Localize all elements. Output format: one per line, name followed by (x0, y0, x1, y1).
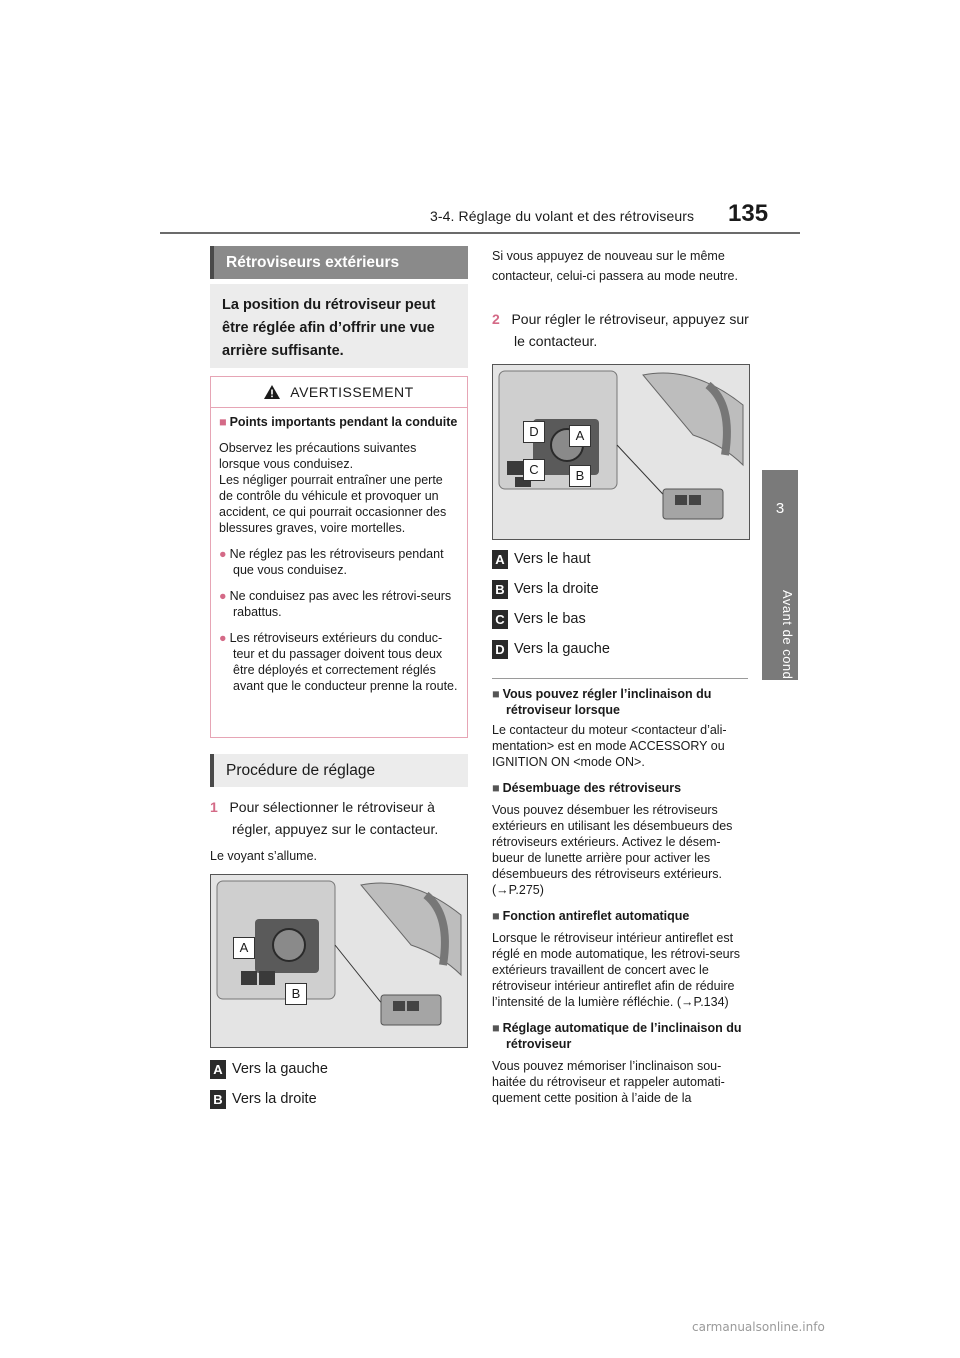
notes-divider (492, 678, 748, 679)
legend-key: C (492, 610, 508, 629)
side-tab-label: Avant de conduire (780, 590, 795, 704)
legend-item (210, 1084, 468, 1114)
note-body: Vous pouvez mémoriser l’inclinaison sou-haitée du rétroviseur et rappeler automati-quement cette position à l’aide de la (492, 1059, 725, 1105)
figure-2-illustration (493, 365, 749, 539)
note-title: ■ Fonction antireflet automatique (492, 909, 690, 923)
figure-1-legend (210, 1054, 468, 1114)
legend-key: D (492, 640, 508, 659)
figure-mirror-adjust-switch (492, 364, 750, 540)
note-body: Le contacteur du moteur <contacteur d’ali-mentation> est en mode ACCESSORY ou IGNITION ON <mode ON>. (492, 723, 727, 769)
note-body: Lorsque le rétroviseur intérieur antireflet est réglé en mode automatique, les rétrovi-seurs extérieurs travaillent de concert avec le rétroviseur intérieur antireflet afin de réduire l’intensité de la lumière réfléchie. (→P.134) (492, 931, 741, 1009)
figure-2-label-a: A (569, 425, 591, 447)
legend-text: Vers la gauche (232, 1061, 328, 1077)
figure-2-legend (492, 544, 750, 664)
section-title-exterior-mirrors (210, 246, 468, 279)
note-title: ■ Vous pouvez régler l’inclinaison du rétroviseur lorsque (492, 687, 712, 717)
warning-bullet-text: Ne réglez pas les rétroviseurs pendant que vous conduisez. (229, 547, 444, 577)
chapter-title: 3-4. Réglage du volant et des rétroviseurs (430, 208, 695, 224)
legend-item (492, 634, 750, 664)
side-tab-number: 3 (775, 500, 785, 517)
warning-bullet: ● Les rétroviseurs extérieurs du conduc-teur et du passager doivent tous deux être déployés et correctement réglés avant que le conducteur prenne la route. (219, 631, 458, 693)
warning-subhead-text: Points importants pendant la conduite (229, 415, 458, 429)
warning-bullet-text: Les rétroviseurs extérieurs du conduc-teur et du passager doivent tous deux être déployés et correctement réglés avant que le conducteur prenne la route. (229, 631, 458, 693)
legend-item (492, 544, 750, 574)
figure-1-illustration (211, 875, 467, 1047)
footer-watermark[interactable]: carmanualsonline.info (692, 1320, 825, 1334)
neutral-mode-note: Si vous appuyez de nouveau sur le même contacteur, celui-ci passera au mode neutre. (492, 249, 738, 283)
warning-body (211, 408, 467, 710)
procedure-title-text: Procédure de réglage (226, 761, 376, 779)
step-2 (492, 308, 750, 352)
legend-key: A (210, 1060, 226, 1079)
warning-text: Observez les précautions suivantes lorsque vous conduisez. Les négliger pourrait entraîner une perte de contrôle du véhicule et provoquer un accident, ce qui pourrait occasionner des blessures graves, voire mortelles. (219, 441, 447, 535)
step-2-number: 2 (492, 311, 500, 327)
figure-2-label-d: D (523, 421, 545, 443)
legend-text: Vers le haut (514, 551, 591, 567)
figure-1-label-b: B (285, 983, 307, 1005)
legend-item (492, 574, 750, 604)
warning-bullet-text: Ne conduisez pas avec les rétrovi-seurs rabattus. (229, 589, 452, 619)
legend-text: Vers la droite (232, 1091, 317, 1107)
legend-key: B (210, 1090, 226, 1109)
figure-mirror-select-switch (210, 874, 468, 1048)
warning-bullet: ● Ne réglez pas les rétroviseurs pendant que vous conduisez. (219, 547, 444, 577)
legend-text: Vers le bas (514, 611, 586, 627)
warning-subhead: ■ Points importants pendant la conduite (219, 415, 458, 429)
section-title-procedure (210, 754, 468, 787)
figure-1-label-a: A (233, 937, 255, 959)
note-body: Vous pouvez désembuer les rétroviseurs extérieurs en utilisant les désembueurs des rétroviseurs extérieurs. Activez le désem-bueur de lunette arrière pour activer les désembueurs des rétroviseurs extérieurs. (→P.275) (492, 803, 733, 897)
header-rule (160, 232, 800, 234)
step-1-number: 1 (210, 799, 218, 815)
figure-2-label-b: B (569, 465, 591, 487)
warning-title: AVERTISSEMENT (290, 384, 414, 400)
note-title-text: Vous pouvez régler l’inclinaison du rétroviseur lorsque (502, 687, 712, 717)
intro-text: La position du rétroviseur peut être réglée afin d’offrir une vue arrière suffisante. (222, 297, 436, 359)
legend-key: B (492, 580, 508, 599)
note-title: ■ Désembuage des rétroviseurs (492, 781, 682, 795)
note-title-text: Réglage automatique de l’inclinaison du rétroviseur (502, 1021, 742, 1051)
legend-item (210, 1054, 468, 1084)
note-title-text: Désembuage des rétroviseurs (502, 781, 682, 795)
section-title-text: Rétroviseurs extérieurs (226, 253, 400, 271)
notes-section (492, 686, 750, 1106)
note-title: ■ Réglage automatique de l’inclinaison du rétroviseur (492, 1021, 742, 1051)
warning-header (211, 377, 467, 408)
note-title-text: Fonction antireflet automatique (502, 909, 690, 923)
step-1 (210, 796, 468, 840)
step-2-text: Pour régler le rétroviseur, appuyez sur le contacteur. (511, 311, 749, 349)
legend-text: Vers la droite (514, 581, 599, 597)
page-number: 135 (728, 200, 769, 227)
legend-item (492, 604, 750, 634)
warning-box (210, 376, 468, 738)
warning-bullet: ● Ne conduisez pas avec les rétrovi-seurs rabattus. (219, 589, 452, 619)
legend-text: Vers la gauche (514, 641, 610, 657)
intro-box (210, 284, 468, 368)
warning-icon (264, 385, 280, 399)
step-1-note: Le voyant s’allume. (210, 849, 318, 863)
figure-2-label-c: C (523, 459, 545, 481)
legend-key: A (492, 550, 508, 569)
step-1-text: Pour sélectionner le rétroviseur à régler, appuyez sur le contacteur. (229, 799, 439, 837)
